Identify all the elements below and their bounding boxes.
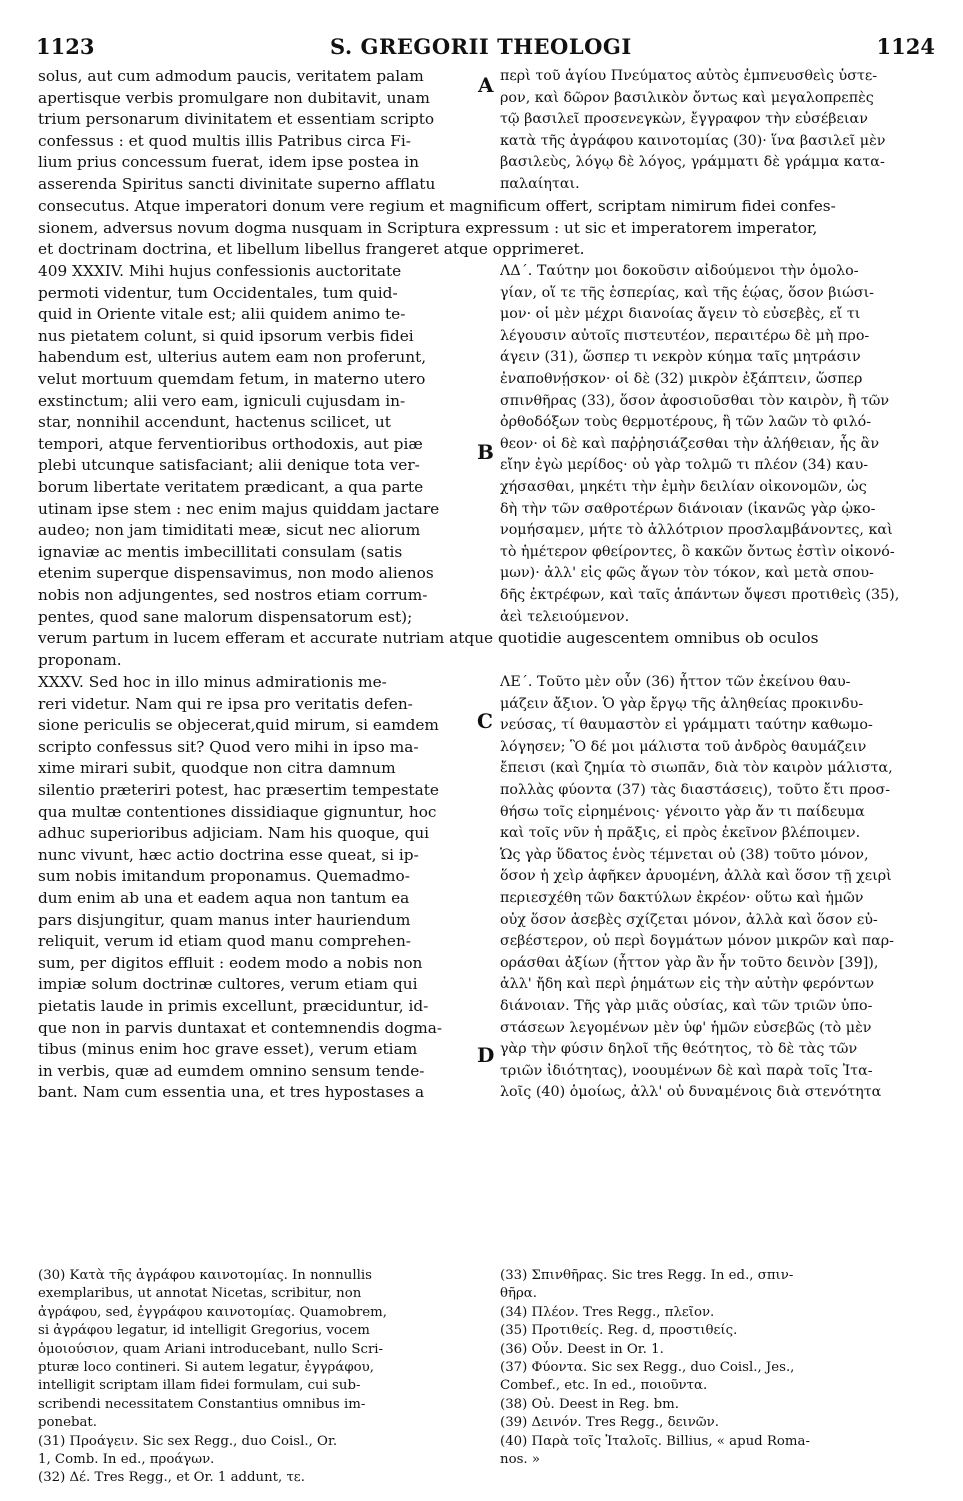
- margin-marker-a: A: [478, 73, 494, 97]
- margin-marker-d: D: [477, 1043, 495, 1067]
- text-line: (38) Οὐ. Deest in Reg. bm.: [500, 1396, 679, 1412]
- text-line: adhuc superioribus adjiciam. Nam his quoque, qui: [38, 824, 430, 843]
- text-line: θήσω τοῖς εἰρημένοις· γένοιτο γὰρ ἄν τι παίδευμα: [500, 803, 865, 820]
- text-line: ρον, καὶ δῶρον βασιλικὸν ὄντως καὶ μεγαλοπρεπὲς: [500, 89, 874, 106]
- text-line: σεβέστερον, οὐ περὶ δογμάτων μόνον μικρῶν καὶ παρ-: [500, 933, 895, 950]
- text-line: intelligit scriptam illam fidei formulam, cui sub-: [38, 1378, 361, 1394]
- text-line: et doctrinam doctrina, et libellum libellus frangeret atque opprimeret.: [38, 240, 585, 259]
- text-line: qua multæ contentiones dissidiaque gignuntur, hoc: [38, 802, 437, 821]
- text-line: (31) Προάγειν. Sic sex Regg., duo Coisl., Or.: [38, 1433, 338, 1449]
- text-line: scribendi necessitatem Constantius omnibus im-: [38, 1396, 366, 1412]
- text-line: νεύσας, τί θαυμαστὸν εἰ γράμματι ταύτην καθωμο-: [500, 717, 873, 734]
- text-line: ἔπεισι (καὶ ζημία τὸ σιωπᾶν, διὰ τὸν καιρὸν μάλιστα,: [500, 760, 893, 777]
- text-line: μάζειν ἄξιον. Ὁ γὰρ ἔργῳ τῆς ἀληθείας προκινδυ-: [500, 695, 864, 712]
- margin-marker-b: B: [477, 440, 494, 464]
- latin-column-top: [38, 66, 470, 196]
- text-line: τριῶν ἰδιότητας), νοουμένων δὲ καὶ παρὰ τοῖς Ἰτα-: [500, 1062, 873, 1079]
- full-width-paragraph-1: [38, 196, 930, 261]
- text-line: proponam.: [38, 650, 122, 669]
- text-line: nobis non adjungentes, sed nostros etiam corrum-: [38, 585, 428, 604]
- text-line: δὴ τὴν τῶν σαθροτέρων διάνοιαν (ἱκανῶς γὰρ ᾠκο-: [500, 500, 876, 517]
- text-line: ponebat.: [38, 1415, 97, 1431]
- text-line: scripto confessus sit? Quod vero mihi in ipso ma-: [38, 737, 419, 756]
- text-line: sum nobis imitandum proponamus. Quemadmo-: [38, 867, 410, 886]
- text-line: quid in Oriente vitale est; alii quidem animo te-: [38, 305, 406, 324]
- right-page-number: 1124: [876, 34, 935, 59]
- text-line: διάνοιαν. Τῆς γὰρ μιᾶς οὐσίας, καὶ τῶν τριῶν ὑπο-: [500, 997, 873, 1014]
- text-line: τὸ ἡμέτερον φθείροντες, ὃ κακῶν ὄντως ἐστὶν οἰκονό-: [500, 543, 895, 560]
- text-line: τῷ βασιλεῖ προσενεγκὼν, ἔγγραφον τὴν εὐσέβειαν: [500, 111, 868, 128]
- text-line: etenim superque dispensavimus, non modo alienos: [38, 564, 434, 583]
- text-line: pietatis laude in primis excellunt, præciduntur, id-: [38, 996, 429, 1015]
- text-line: permoti videntur, tum Occidentales, tum quid-: [38, 283, 398, 302]
- text-line: (34) Πλέον. Tres Regg., πλεῖον.: [500, 1304, 715, 1320]
- text-line: ΛΕ΄. Τοῦτο μὲν οὖν (36) ἧττον τῶν ἐκείνου θαυ-: [500, 674, 851, 690]
- text-line: σπινθῆρας (33), ὅσον ἀφοσιοῦσθαι τὸν καιρὸν, ἢ τῶν: [500, 392, 890, 409]
- text-line: γίαν, οἵ τε τῆς ἑσπερίας, καὶ τῆς ἑῴας, ὅσον βιώσι-: [500, 284, 875, 301]
- text-line: sionem, adversus novum dogma nusquam in Scriptura expressum : ut sic et imperatorem imperator,: [38, 218, 818, 237]
- text-line: (37) Φύοντα. Sic sex Regg., duo Coisl., Jes.,: [500, 1359, 795, 1375]
- text-line: λόγησεν; Ὃ δέ μοι μάλιστα τοῦ ἀνδρὸς θαυμάζειν: [500, 738, 867, 755]
- text-line: confessus : et quod multis illis Patribus circa Fi-: [38, 131, 411, 150]
- text-line: xime mirari subit, quodque non citra damnum: [38, 759, 396, 778]
- text-line: sum, per digitos effluit : eodem modo a nobis non: [38, 953, 423, 972]
- text-line: star, nonnihil accendunt, hactenus scilicet, ut: [38, 413, 391, 432]
- text-line: pentes, quod sane malorum dispensatorum est);: [38, 607, 413, 626]
- text-line: (36) Οὖν. Deest in Or. 1.: [500, 1341, 664, 1357]
- text-line: bant. Nam cum essentia una, et tres hypostases a: [38, 1083, 425, 1102]
- text-line: περιεσχέθη τῶν δακτύλων ἐκρέον· οὕτω καὶ ἡμῶν: [500, 889, 864, 906]
- text-line: in verbis, quæ ad eumdem omnino sensum tende-: [38, 1061, 425, 1080]
- margin-marker-c: C: [477, 709, 493, 733]
- text-line: θῆρα.: [500, 1286, 537, 1302]
- text-line: οράσθαι ἀξίων (ἧττον γὰρ ἂν ἦν τοῦτο δεινὸν [39]),: [500, 954, 879, 971]
- text-line: μον· οἱ μὲν μέχρι διανοίας ἄγειν τὸ εὐσεβὲς, εἴ τι: [500, 306, 861, 323]
- text-line: στάσεων λεγομένων μὲν ὑφ' ἡμῶν εὐσεβῶς (τὸ μὲν: [500, 1019, 872, 1036]
- text-line: reliquit, verum id etiam quod manu comprehen-: [38, 932, 411, 951]
- text-line: verum partum in lucem efferam et accurate nutriam atque quotidie augescentem omnibus ob oculos: [38, 629, 819, 647]
- text-line: lium prius concessum fuerat, idem ipse postea in: [38, 153, 419, 172]
- text-line: (39) Δεινόν. Tres Regg., δεινῶν.: [500, 1415, 719, 1431]
- text-line: χήσασθαι, μηκέτι τὴν ἐμὴν δειλίαν οἰκονομῶν, ὡς: [500, 478, 867, 495]
- text-line: περὶ τοῦ ἁγίου Πνεύματος αὐτὸς ἐμπνευσθεὶς ὑστε-: [500, 68, 878, 84]
- text-line: (30) Κατὰ τῆς ἀγράφου καινοτομίας. In nonnullis: [38, 1268, 372, 1283]
- text-line: πολλὰς φύοντα (37) τὰς διαστάσεις), τοῦτο ἔτι προσ-: [500, 781, 891, 798]
- text-line: sione periculis se objecerat,quid mirum, si eamdem: [38, 716, 439, 735]
- text-line: Ὡς γὰρ ὕδατος ἑνὸς τέμνεται οὐ (38) τοῦτο μόνον,: [500, 846, 869, 863]
- text-line: 1, Comb. In ed., προάγων.: [38, 1451, 215, 1467]
- text-line: solus, aut cum admodum paucis, veritatem palam: [38, 67, 424, 85]
- text-line: consecutus. Atque imperatori donum vere regium et magnificum offert, scriptam nimirum fidei confes-: [38, 197, 836, 215]
- text-line: si ἀγράφου legatur, id intelligit Gregorius, vocem: [38, 1323, 370, 1339]
- text-line: (33) Σπινθῆρας. Sic tres Regg. In ed., σπιν-: [500, 1268, 794, 1283]
- text-line: utinam ipse stem : nec enim majus quiddam jactare: [38, 499, 440, 518]
- footnotes-right: [500, 1267, 930, 1469]
- text-line: exemplaribus, ut annotat Nicetas, scribitur, non: [38, 1286, 362, 1302]
- text-line: habendum est, ulterius autem eam non proferunt,: [38, 348, 427, 367]
- text-line: παλαίηται.: [500, 175, 580, 192]
- text-line: reri videtur. Nam qui re ipsa pro veritatis defen-: [38, 694, 413, 713]
- text-line: ἀεὶ τελειούμενον.: [500, 608, 630, 625]
- text-line: θεον· οἱ δὲ καὶ παῤῥησιάζεσθαι τὴν ἀλήθειαν, ἧς ἂν: [500, 435, 880, 452]
- text-line: γὰρ τὴν φύσιν δηλοῖ τῆς θεότητος, τὸ δὲ τὰς τῶν: [500, 1041, 858, 1058]
- footnotes-left: [38, 1267, 478, 1488]
- text-line: trium personarum divinitatem et essentiam scripto: [38, 110, 435, 129]
- text-line: borum libertate veritatem prædicant, a qua parte: [38, 477, 424, 496]
- greek-column-top: [500, 66, 930, 196]
- text-line: εἴην ἐγὼ μερίδος· οὐ γὰρ τολμῶ τι πλέον (34) καυ-: [500, 457, 869, 474]
- text-line: nos. »: [500, 1451, 540, 1467]
- page-header: [0, 0, 963, 60]
- text-line: nunc vivunt, hæc actio doctrina esse queat, si ip-: [38, 845, 419, 864]
- text-line: μων)· ἀλλ' εἰς φῶς ἄγων τὸν τόκον, καὶ μετὰ σπου-: [500, 565, 874, 582]
- text-line: ΛΔ΄. Ταύτην μοι δοκοῦσιν αἰδούμενοι τὴν ὁμολο-: [500, 263, 859, 279]
- text-line: βασιλεὺς, λόγῳ δὲ λόγος, γράμματι δὲ γράμμα κατα-: [500, 154, 885, 171]
- text-line: tibus (minus enim hoc grave esset), verum etiam: [38, 1040, 418, 1059]
- text-line: καὶ τοῖς νῦν ἡ πρᾶξις, εἰ πρὸς ἐκεῖνον βλέποιμεν.: [500, 825, 861, 842]
- text-line: Combef., etc. In ed., ποιοῦντα.: [500, 1378, 708, 1394]
- text-line: λέγουσιν αὐτοῖς πιστευτέον, περαιτέρω δὲ μὴ προ-: [500, 327, 870, 344]
- text-line: apertisque verbis promulgare non dubitavit, unam: [38, 88, 430, 107]
- text-line: audeo; non jam timiditati meæ, sicut nec aliorum: [38, 521, 421, 540]
- text-line: velut mortuum quemdam fetum, in materno utero: [38, 369, 426, 388]
- text-line: silentio præteriri potest, hac præsertim tempestate: [38, 780, 439, 799]
- text-line: tempori, atque ferventioribus orthodoxis, aut piæ: [38, 434, 423, 453]
- text-line: nus pietatem colunt, si quid ipsorum verbis fidei: [38, 326, 414, 345]
- latin-column-section-xxxiv: [38, 261, 470, 628]
- text-line: κατὰ τῆς ἀγράφου καινοτομίας (30)· ἵνα βασιλεῖ μὲν: [500, 132, 886, 149]
- latin-column-section-xxxv: [38, 672, 470, 1104]
- text-line: δῆς ἐκτρέφων, καὶ ταῖς ἁπάντων ὄψεσι προτιθεὶς (35),: [500, 586, 900, 603]
- text-line: οὐχ ὅσον ἀσεβὲς σχίζεται μόνον, ἀλλὰ καὶ ὅσον εὐ-: [500, 911, 878, 928]
- running-title: S. GREGORII THEOLOGI: [330, 34, 632, 59]
- text-line: (35) Προτιθείς. Reg. d, προστιθείς.: [500, 1323, 738, 1339]
- text-line: impiæ solum doctrinæ cultores, verum etiam qui: [38, 975, 418, 994]
- text-line: ἐναποθνῄσκον· οἱ δὲ (32) μικρὸν ἐξάπτειν, ὥσπερ: [500, 370, 863, 387]
- text-line: que non in parvis duntaxat et contemnendis dogma-: [38, 1018, 443, 1037]
- left-page-number: 1123: [36, 34, 95, 59]
- text-line: dum enim ab una et eadem aqua non tantum ea: [38, 888, 410, 907]
- greek-column-section-xxxv: [500, 672, 930, 1104]
- greek-column-section-xxxiv: [500, 261, 930, 628]
- text-line: (40) Παρὰ τοῖς Ἰταλοῖς. Billius, « apud Roma-: [500, 1433, 810, 1449]
- text-line: ὅσον ἡ χεὶρ ἀφῆκεν ἀρυομένη, ἀλλὰ καὶ ὅσον τῇ χειρὶ: [500, 868, 892, 885]
- text-line: XXXV. Sed hoc in illo minus admirationis me-: [38, 673, 387, 691]
- text-line: ἀλλ' ἤδη καὶ περὶ ῥημάτων εἰς τὴν αὐτὴν φερόντων: [500, 976, 875, 993]
- text-line: ignaviæ ac mentis imbecillitati consulam (satis: [38, 542, 403, 561]
- text-line: pars disjungitur, quam manus inter hauriendum: [38, 910, 411, 929]
- text-line: plebi utcunque satisfaciant; alii denique tota ver-: [38, 456, 420, 475]
- text-line: λοῖς (40) ὁμοίως, ἀλλ' οὐ δυναμένοις διὰ στενότητα: [500, 1084, 882, 1101]
- text-line: asserenda Spiritus sancti divinitate superno afflatu: [38, 174, 436, 193]
- text-line: ἀγράφου, sed, ἐγγράφου καινοτομίας. Quamobrem,: [38, 1304, 387, 1320]
- text-line: 409 XXXIV. Mihi hujus confessionis auctoritate: [38, 262, 402, 280]
- text-line: νομήσαμεν, μήτε τὸ ἀλλότριον προσλαμβάνοντες, καὶ: [500, 522, 893, 539]
- text-line: (32) Δέ. Tres Regg., et Or. 1 addunt, τε.: [38, 1470, 305, 1486]
- text-line: ὀρθοδόξων τοὺς θερμοτέρους, ἢ τῶν λαῶν τὸ φιλό-: [500, 414, 872, 431]
- full-width-paragraph-2: [38, 628, 930, 671]
- text-line: άγειν (31), ὥσπερ τι νεκρὸν κύημα ταῖς μητράσιν: [500, 349, 861, 366]
- text-line: pturæ loco contineri. Si autem legatur, ἐγγράφου,: [38, 1359, 374, 1375]
- text-line: ὁμοιούσιον, quam Ariani introducebant, nullo Scri-: [38, 1341, 384, 1357]
- text-line: exstinctum; alii vero eam, igniculi cujusdam in-: [38, 391, 406, 410]
